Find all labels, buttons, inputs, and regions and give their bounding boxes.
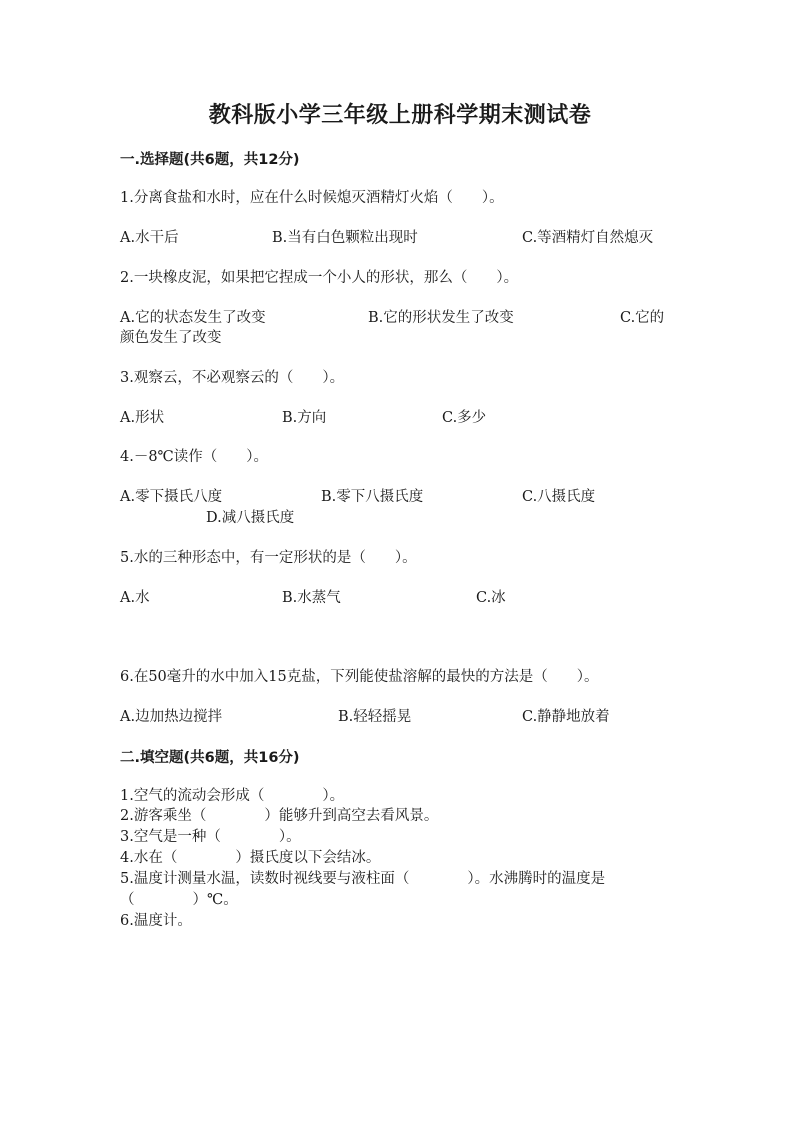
option-b: B.水蒸气 xyxy=(282,590,341,606)
option-c: C.静静地放着 xyxy=(522,709,610,725)
option-a: A.形状 xyxy=(120,410,165,426)
section-heading-fill-blank: 二.填空题(共6题，共16分) xyxy=(120,750,300,766)
page-title: 教科版小学三年级上册科学期末测试卷 xyxy=(208,103,592,128)
fill-blank-line: 2.游客乘坐（ ）能够升到高空去看风景。 xyxy=(120,808,439,824)
option-a: A.边加热边搅拌 xyxy=(120,709,223,725)
question-stem: 5.水的三种形态中，有一定形状的是（ ）。 xyxy=(120,550,417,566)
fill-blank-line: 6.温度计。 xyxy=(120,913,192,929)
option-a: A.它的状态发生了改变 xyxy=(120,310,266,326)
option-c: C.冰 xyxy=(476,590,506,606)
option-c-continued: 颜色发生了改变 xyxy=(120,330,222,346)
option-b: B.方向 xyxy=(282,410,327,426)
question-stem: 1.分离食盐和水时，应在什么时候熄灭酒精灯火焰（ ）。 xyxy=(120,190,504,206)
fill-blank-line: 3.空气是一种（ ）。 xyxy=(120,829,301,845)
option-a: A.零下摄氏八度 xyxy=(120,489,223,505)
option-d: D.减八摄氏度 xyxy=(206,510,295,526)
fill-blank-line-continued: （ ）℃。 xyxy=(120,892,238,908)
option-a: A.水 xyxy=(120,590,150,606)
option-c: C.等酒精灯自然熄灭 xyxy=(522,230,654,246)
option-a: A.水干后 xyxy=(120,230,179,246)
question-stem: 3.观察云，不必观察云的（ ）。 xyxy=(120,370,345,386)
question-stem: 4.－8℃读作（ ）。 xyxy=(120,449,269,465)
question-stem: 2.一块橡皮泥，如果把它捏成一个小人的形状，那么（ ）。 xyxy=(120,270,519,286)
option-c: C.它的 xyxy=(620,310,665,326)
fill-blank-line: 4.水在（ ）摄氏度以下会结冰。 xyxy=(120,850,381,866)
option-b: B.当有白色颗粒出现时 xyxy=(272,230,418,246)
fill-blank-line: 5.温度计测量水温，读数时视线要与液柱面（ ）。水沸腾时的温度是 xyxy=(120,871,606,887)
question-stem: 6.在50毫升的水中加入15克盐，下列能使盐溶解的最快的方法是（ ）。 xyxy=(120,669,599,685)
section-heading-choice: 一.选择题(共6题，共12分) xyxy=(120,152,300,168)
option-b: B.轻轻摇晃 xyxy=(338,709,412,725)
option-b: B.它的形状发生了改变 xyxy=(368,310,514,326)
option-c: C.八摄氏度 xyxy=(522,489,596,505)
option-c: C.多少 xyxy=(442,410,487,426)
option-b: B.零下八摄氏度 xyxy=(321,489,424,505)
fill-blank-line: 1.空气的流动会形成（ ）。 xyxy=(120,788,345,804)
